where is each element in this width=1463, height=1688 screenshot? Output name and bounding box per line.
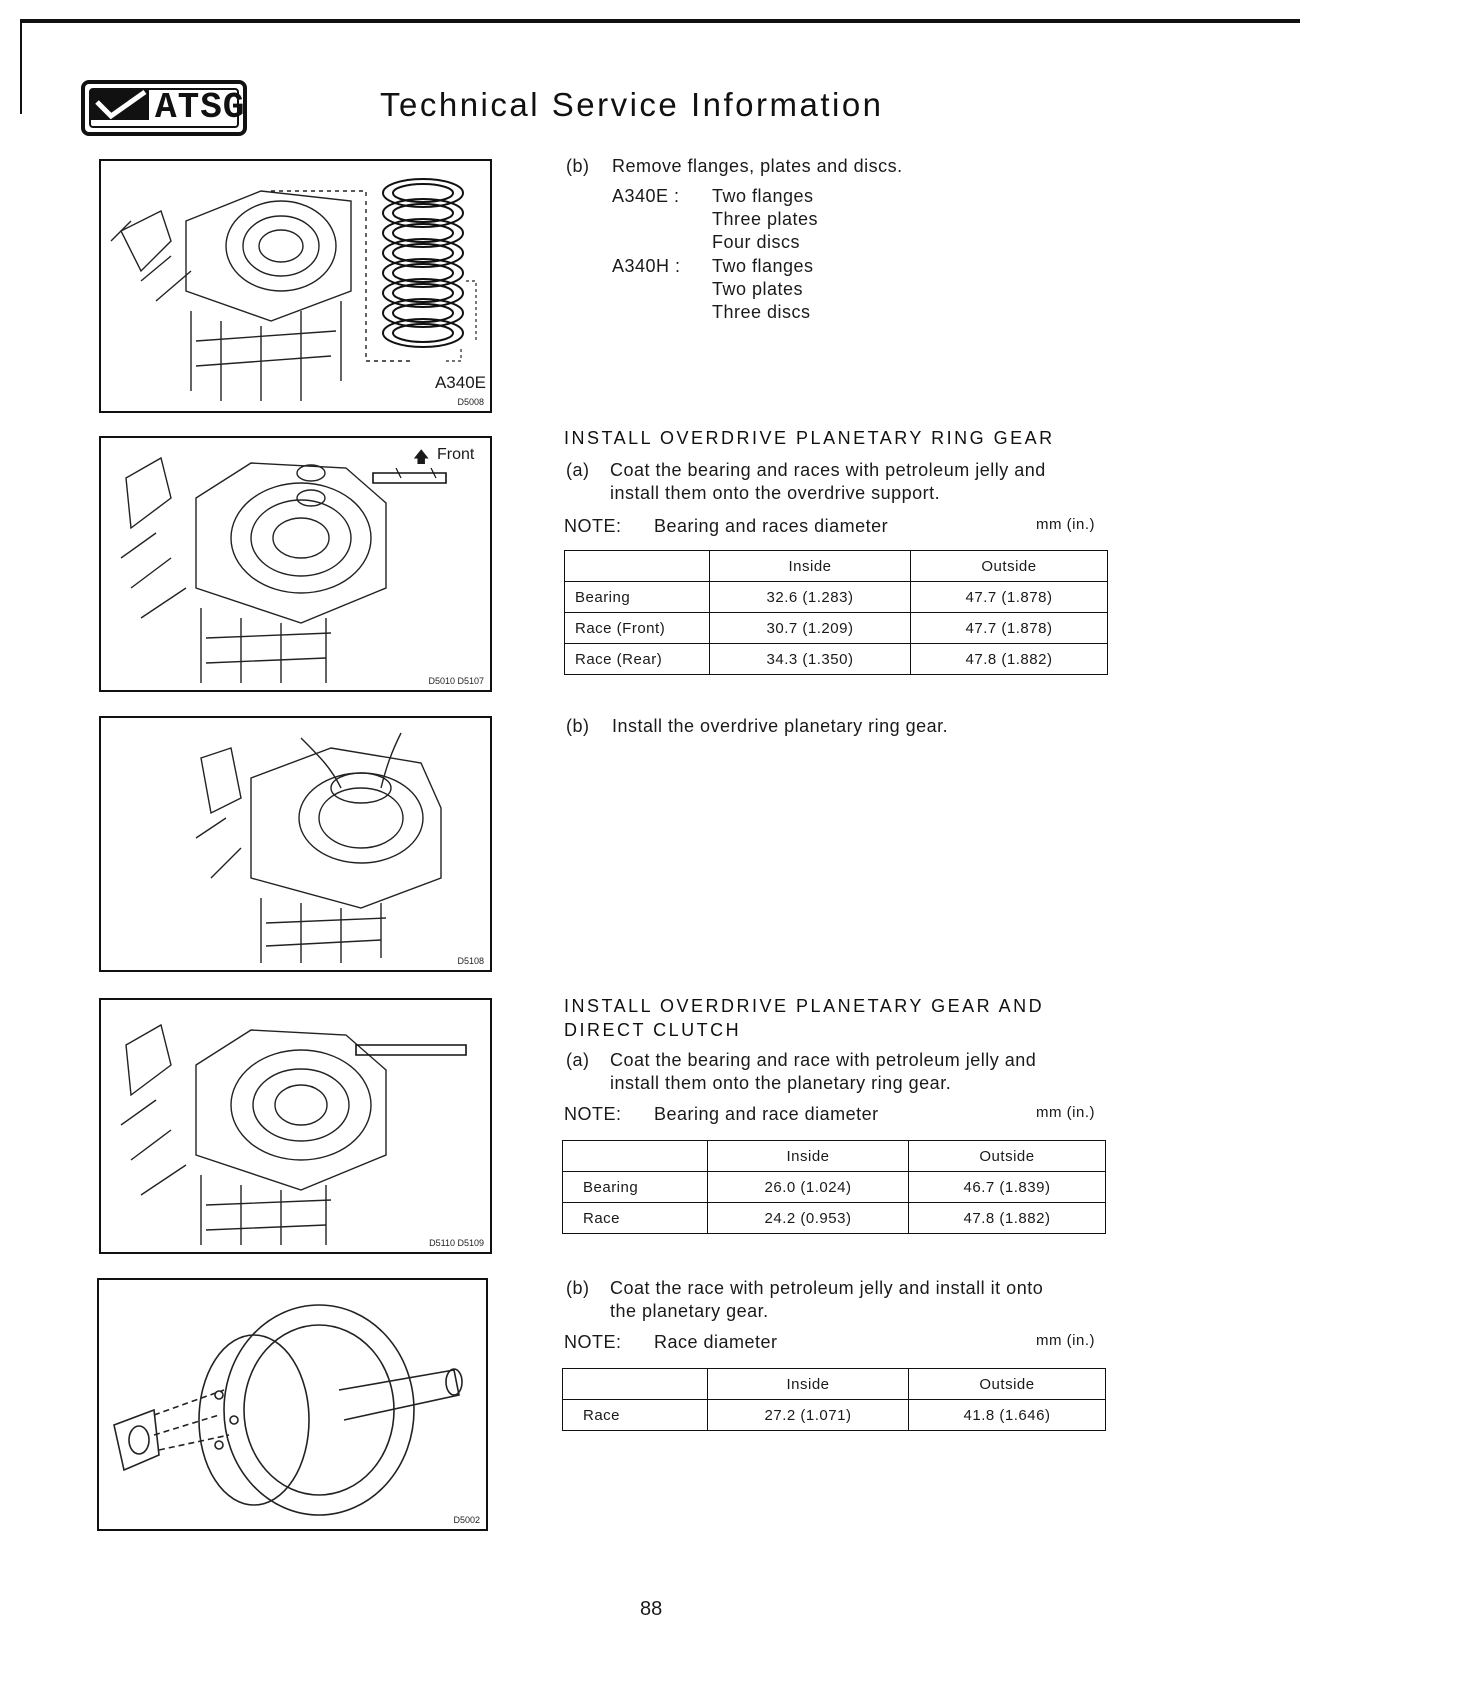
figure-clutch-pack (99, 159, 492, 413)
note-label: NOTE: (564, 1104, 622, 1124)
step-b-marker: (b) (566, 1278, 590, 1298)
bearing-races-table (564, 550, 1108, 675)
model-a340h-label: A340H : (612, 256, 681, 276)
page-number: 88 (640, 1598, 663, 1620)
table-cell: 32.6 (1.283) (710, 582, 911, 613)
table-header-row (565, 551, 1108, 582)
figure-code: D5110 D5109 (429, 1238, 484, 1248)
table-cell: 24.2 (0.953) (708, 1203, 909, 1234)
model-a340e-label: A340E : (612, 186, 680, 206)
step-a-marker: (a) (566, 460, 590, 480)
left-rule (20, 19, 22, 114)
table-cell: Race (563, 1400, 708, 1431)
note-text: Bearing and races diameter (654, 516, 889, 536)
table-cell: 34.3 (1.350) (710, 644, 911, 675)
figure-planetary-gear-bearing (99, 998, 492, 1254)
a340e-item: Four discs (712, 232, 801, 252)
note-text: Bearing and race diameter (654, 1104, 879, 1124)
table-cell: Race (563, 1203, 708, 1234)
table-cell: 47.8 (1.882) (911, 644, 1108, 675)
table-header-row (563, 1369, 1106, 1400)
planetary-race-drawing (99, 1280, 490, 1533)
section-heading: DIRECT CLUTCH (564, 1020, 742, 1040)
table-header-cell: Outside (911, 551, 1108, 582)
table-header-cell (565, 551, 710, 582)
table-row (565, 644, 1108, 675)
step-b-text: Remove flanges, plates and discs. (612, 156, 903, 176)
step-a-line: install them onto the overdrive support. (610, 483, 941, 503)
planetary-bearing-drawing (101, 1000, 494, 1256)
step-b-marker: (b) (566, 156, 590, 176)
table-cell: 47.8 (1.882) (909, 1203, 1106, 1234)
table-row (565, 582, 1108, 613)
atsg-logo (81, 80, 247, 136)
figure-code: D5008 (457, 397, 484, 407)
table-cell: 46.7 (1.839) (909, 1172, 1106, 1203)
section-heading: INSTALL OVERDRIVE PLANETARY GEAR AND (564, 996, 1045, 1016)
install-ring-gear-drawing (101, 718, 494, 974)
table-cell: 41.8 (1.646) (909, 1400, 1106, 1431)
table-header-cell: Inside (708, 1369, 909, 1400)
note-label: NOTE: (564, 1332, 622, 1352)
table-cell: 26.0 (1.024) (708, 1172, 909, 1203)
step-a-line: install them onto the planetary ring gear. (610, 1073, 952, 1093)
table-cell: Race (Rear) (565, 644, 710, 675)
a340h-item: Two flanges (712, 256, 814, 276)
figure-label-a340e: A340E (434, 373, 486, 392)
table-row (563, 1203, 1106, 1234)
table-header-cell: Inside (708, 1141, 909, 1172)
bearing-race-table (562, 1140, 1106, 1234)
a340e-item: Three plates (712, 209, 819, 229)
top-rule (20, 19, 1300, 23)
unit-label: mm (in.) (1036, 1104, 1095, 1121)
bearing-races-drawing (101, 438, 494, 694)
checkmark-icon (91, 90, 149, 120)
figure-ring-gear-bearing (99, 436, 492, 692)
step-b-line: Coat the race with petroleum jelly and install it onto (610, 1278, 1044, 1298)
front-arrow-icon: 🡅 (413, 449, 430, 466)
table-cell: Bearing (563, 1172, 708, 1203)
table-cell: 47.7 (1.878) (911, 613, 1108, 644)
table-cell: 27.2 (1.071) (708, 1400, 909, 1431)
table-cell: Race (Front) (565, 613, 710, 644)
table-header-cell (563, 1141, 708, 1172)
figure-code: D5010 D5107 (428, 676, 484, 686)
table-row (565, 613, 1108, 644)
table-header-row (563, 1141, 1106, 1172)
logo-text: ATSG (155, 87, 246, 128)
note-label: NOTE: (564, 516, 622, 536)
table-cell: 30.7 (1.209) (710, 613, 911, 644)
figure-install-ring-gear (99, 716, 492, 972)
section-heading: INSTALL OVERDRIVE PLANETARY RING GEAR (564, 428, 1055, 448)
figure-planetary-gear-race (97, 1278, 488, 1531)
table-header-cell: Outside (909, 1369, 1106, 1400)
a340e-item: Two flanges (712, 186, 814, 206)
unit-label: mm (in.) (1036, 1332, 1095, 1349)
figure-label-front: Front (437, 446, 475, 463)
step-b-marker: (b) (566, 716, 590, 736)
step-b-line: the planetary gear. (610, 1301, 769, 1321)
a340h-item: Three discs (712, 302, 811, 322)
unit-label: mm (in.) (1036, 516, 1095, 533)
note-text: Race diameter (654, 1332, 778, 1352)
step-a-marker: (a) (566, 1050, 590, 1070)
a340h-item: Two plates (712, 279, 804, 299)
table-row (563, 1400, 1106, 1431)
page-title: Technical Service Information (380, 86, 884, 123)
race-table (562, 1368, 1106, 1431)
table-row (563, 1172, 1106, 1203)
table-header-cell (563, 1369, 708, 1400)
table-header-cell: Outside (909, 1141, 1106, 1172)
step-b-text: Install the overdrive planetary ring gear. (612, 716, 949, 736)
figure-code: D5108 (457, 956, 484, 966)
table-header-cell: Inside (710, 551, 911, 582)
step-a-line: Coat the bearing and races with petroleum jelly and (610, 460, 1046, 480)
figure-code: D5002 (453, 1515, 480, 1525)
step-a-line: Coat the bearing and race with petroleum jelly and (610, 1050, 1037, 1070)
table-cell: 47.7 (1.878) (911, 582, 1108, 613)
table-cell: Bearing (565, 582, 710, 613)
